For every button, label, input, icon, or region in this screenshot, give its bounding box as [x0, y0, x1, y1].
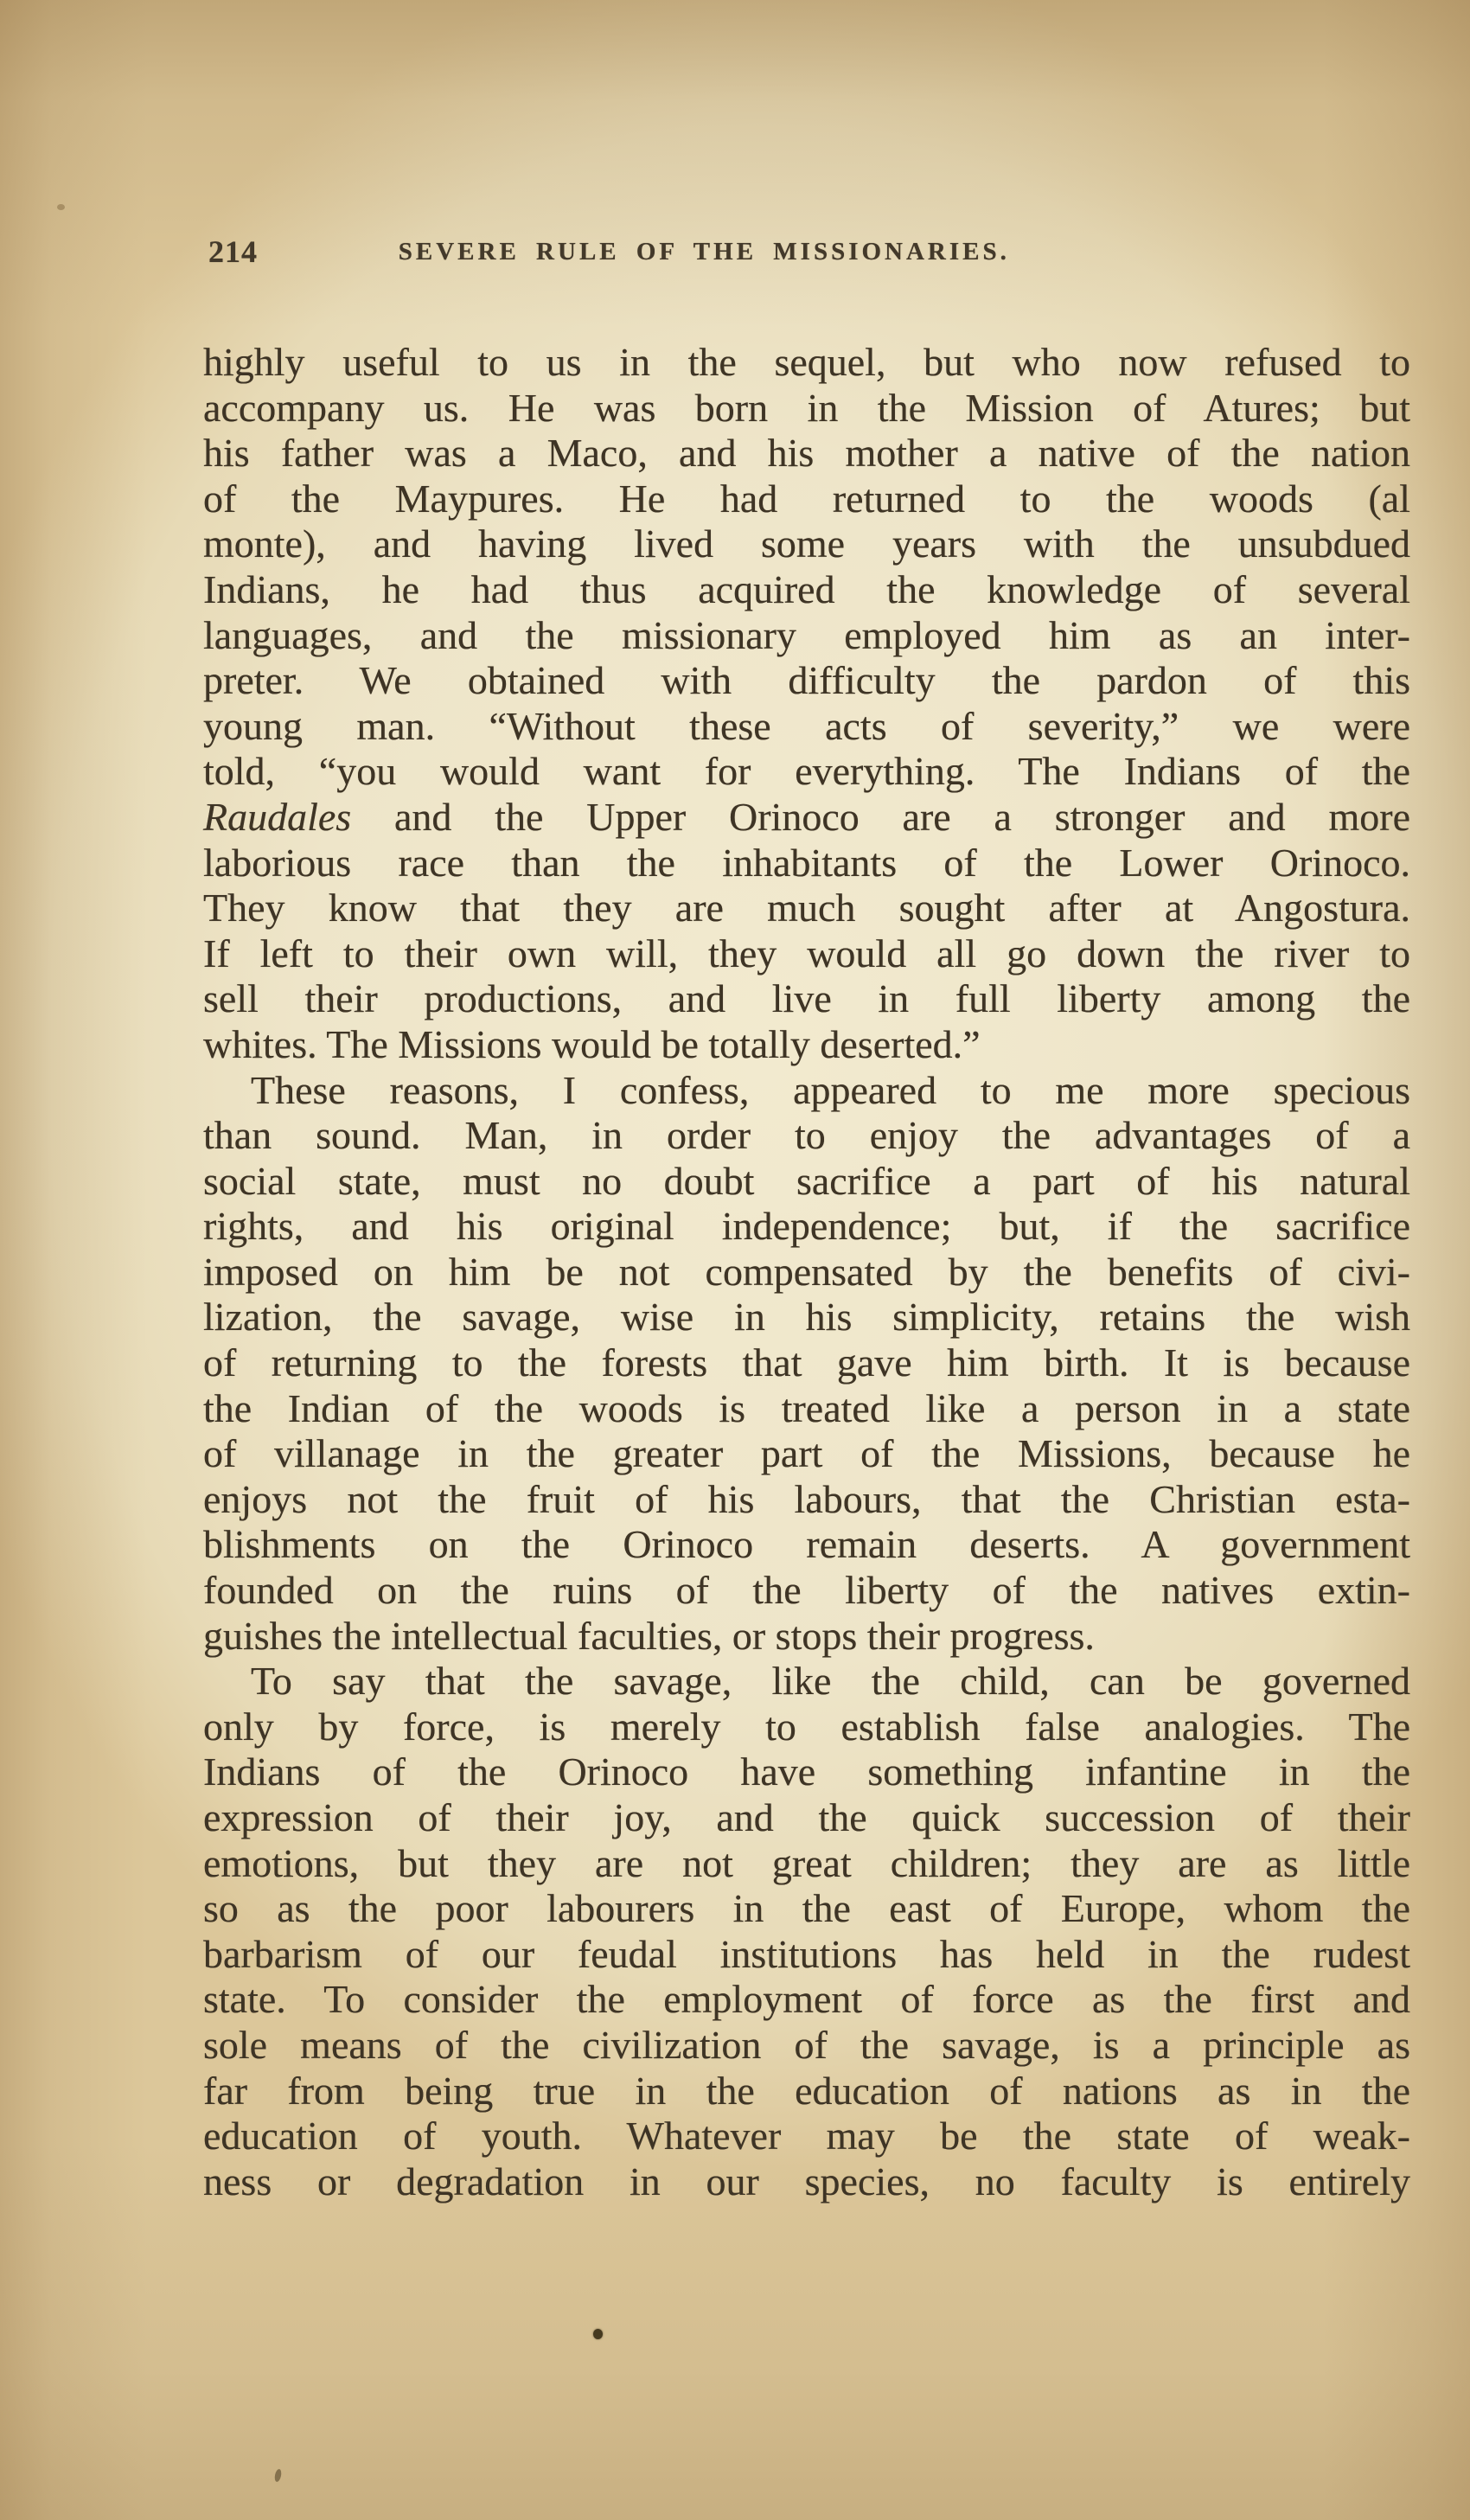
- text-line: [203, 841, 1410, 886]
- text-line: [203, 1295, 1410, 1340]
- text-line: [203, 2023, 1410, 2069]
- text-line: [203, 1977, 1410, 2023]
- text-run: languages, and the missionary employed him as an inter-: [203, 612, 1410, 657]
- text-run: laborious race than the inhabitants of the Lower Orinoco.: [203, 840, 1410, 885]
- text-line: [203, 1113, 1410, 1159]
- text-line: [203, 1068, 1410, 1114]
- text-line: [203, 2159, 1410, 2205]
- page-number: 214: [208, 234, 258, 269]
- text-run: They know that they are much sought after at Angostura.: [203, 886, 1410, 931]
- text-run: highly useful to us in the sequel, but who now refused to: [203, 340, 1410, 384]
- text-line: [203, 1431, 1410, 1477]
- text-line: [203, 704, 1410, 750]
- text-run: social state, must no doubt sacrifice a part of his natural: [203, 1158, 1410, 1203]
- text-run: of the Maypures. He had returned to the woods (al: [203, 476, 1410, 521]
- text-run: of returning to the forests that gave him birth. It is because: [203, 1340, 1410, 1385]
- text-run: To say that the savage, like the child, can be governed: [251, 1659, 1410, 1704]
- text-run: blishments on the Orinoco remain deserts. A government: [203, 1522, 1410, 1567]
- text-line: [203, 976, 1410, 1022]
- text-run: These reasons, I confess, appeared to me more specious: [251, 1067, 1410, 1112]
- text-run: sell their productions, and live in full liberty among the: [203, 976, 1410, 1021]
- text-run: sole means of the civilization of the savage, is a principle as: [203, 2022, 1410, 2067]
- text-run: Indians of the Orinoco have something infantine in the: [203, 1749, 1410, 1794]
- running-title: SEVERE RULE OF THE MISSIONARIES.: [398, 238, 1010, 265]
- text-line: [203, 613, 1410, 659]
- text-line: [203, 431, 1410, 476]
- text-line: [203, 658, 1410, 704]
- text-line: [203, 1932, 1410, 1978]
- text-line: [203, 749, 1410, 795]
- body-text: [203, 340, 1410, 2204]
- text-run: imposed on him be not compensated by the benefits of civi-: [203, 1249, 1410, 1294]
- text-line: [203, 1886, 1410, 1932]
- text-line: [203, 1568, 1410, 1614]
- text-run: of villanage in the greater part of the Missions, because he: [203, 1431, 1410, 1476]
- text-run: founded on the ruins of the liberty of the natives extin-: [203, 1568, 1410, 1613]
- ink-speck: [57, 204, 65, 210]
- text-run: so as the poor labourers in the east of Europe, whom the: [203, 1886, 1410, 1931]
- text-run: whites. The Missions would be totally deserted.”: [203, 1021, 981, 1066]
- text-run: the Indian of the woods is treated like a person in a state: [203, 1385, 1410, 1430]
- text-run: state. To consider the employment of force as the first and: [203, 1977, 1410, 2022]
- italic-text: Raudales: [203, 794, 352, 839]
- text-run: than sound. Man, in order to enjoy the advantages of a: [203, 1113, 1410, 1158]
- text-line: [203, 1749, 1410, 1795]
- text-line: [203, 1386, 1410, 1432]
- text-line: [203, 1705, 1410, 1750]
- text-line: [203, 1795, 1410, 1841]
- text-line: [203, 1022, 1410, 1068]
- text-line: [203, 1659, 1410, 1705]
- text-run: barbarism of our feudal institutions has held in the rudest: [203, 1931, 1410, 1976]
- text-run: told, “you would want for everything. The Indians of the: [203, 749, 1410, 794]
- text-run: monte), and having lived some years with the unsubdued: [203, 521, 1410, 566]
- text-run: preter. We obtained with difficulty the pardon of this: [203, 658, 1410, 703]
- text-line: [203, 2114, 1410, 2159]
- text-run: rights, and his original independence; but, if the sacrifice: [203, 1204, 1410, 1249]
- text-line: [203, 340, 1410, 386]
- text-run: Indians, he had thus acquired the knowledge of several: [203, 566, 1410, 611]
- text-run: lization, the savage, wise in his simplicity, retains the wish: [203, 1295, 1410, 1340]
- text-line: [203, 1477, 1410, 1523]
- text-line: [203, 1159, 1410, 1205]
- text-line: [203, 1522, 1410, 1568]
- text-run: ness or degradation in our species, no faculty is entirely: [203, 2159, 1410, 2203]
- page-header: [203, 233, 1410, 278]
- text-run: and the Upper Orinoco are a stronger and more: [351, 794, 1410, 839]
- text-line: [203, 567, 1410, 613]
- text-run: young man. “Without these acts of severity,” we were: [203, 703, 1410, 748]
- text-run: education of youth. Whatever may be the state of weak-: [203, 2114, 1410, 2159]
- text-line: [203, 476, 1410, 522]
- text-line: [203, 1340, 1410, 1386]
- text-line: [203, 931, 1410, 977]
- text-line: [203, 1614, 1410, 1660]
- text-run: enjoys not the fruit of his labours, that the Christian esta-: [203, 1476, 1410, 1521]
- text-line: [203, 1250, 1410, 1295]
- text-run: only by force, is merely to establish false analogies. The: [203, 1704, 1410, 1749]
- text-run: If left to their own will, they would all go down the river to: [203, 931, 1410, 975]
- ink-speck: [593, 2329, 603, 2339]
- text-line: [203, 386, 1410, 432]
- ink-speck: [274, 2468, 283, 2482]
- text-run: expression of their joy, and the quick succession of their: [203, 1795, 1410, 1839]
- text-line: [203, 2069, 1410, 2114]
- text-line: [203, 521, 1410, 567]
- text-line: [203, 1204, 1410, 1250]
- text-run: his father was a Maco, and his mother a native of the nation: [203, 431, 1410, 476]
- text-line: [203, 1841, 1410, 1887]
- text-run: far from being true in the education of nations as in the: [203, 2068, 1410, 2113]
- text-run: accompany us. He was born in the Mission of Atures; but: [203, 385, 1410, 430]
- text-line: [203, 795, 1410, 841]
- text-line: [203, 886, 1410, 931]
- text-run: guishes the intellectual faculties, or stops their progress.: [203, 1613, 1095, 1658]
- text-run: emotions, but they are not great children; they are as little: [203, 1840, 1410, 1885]
